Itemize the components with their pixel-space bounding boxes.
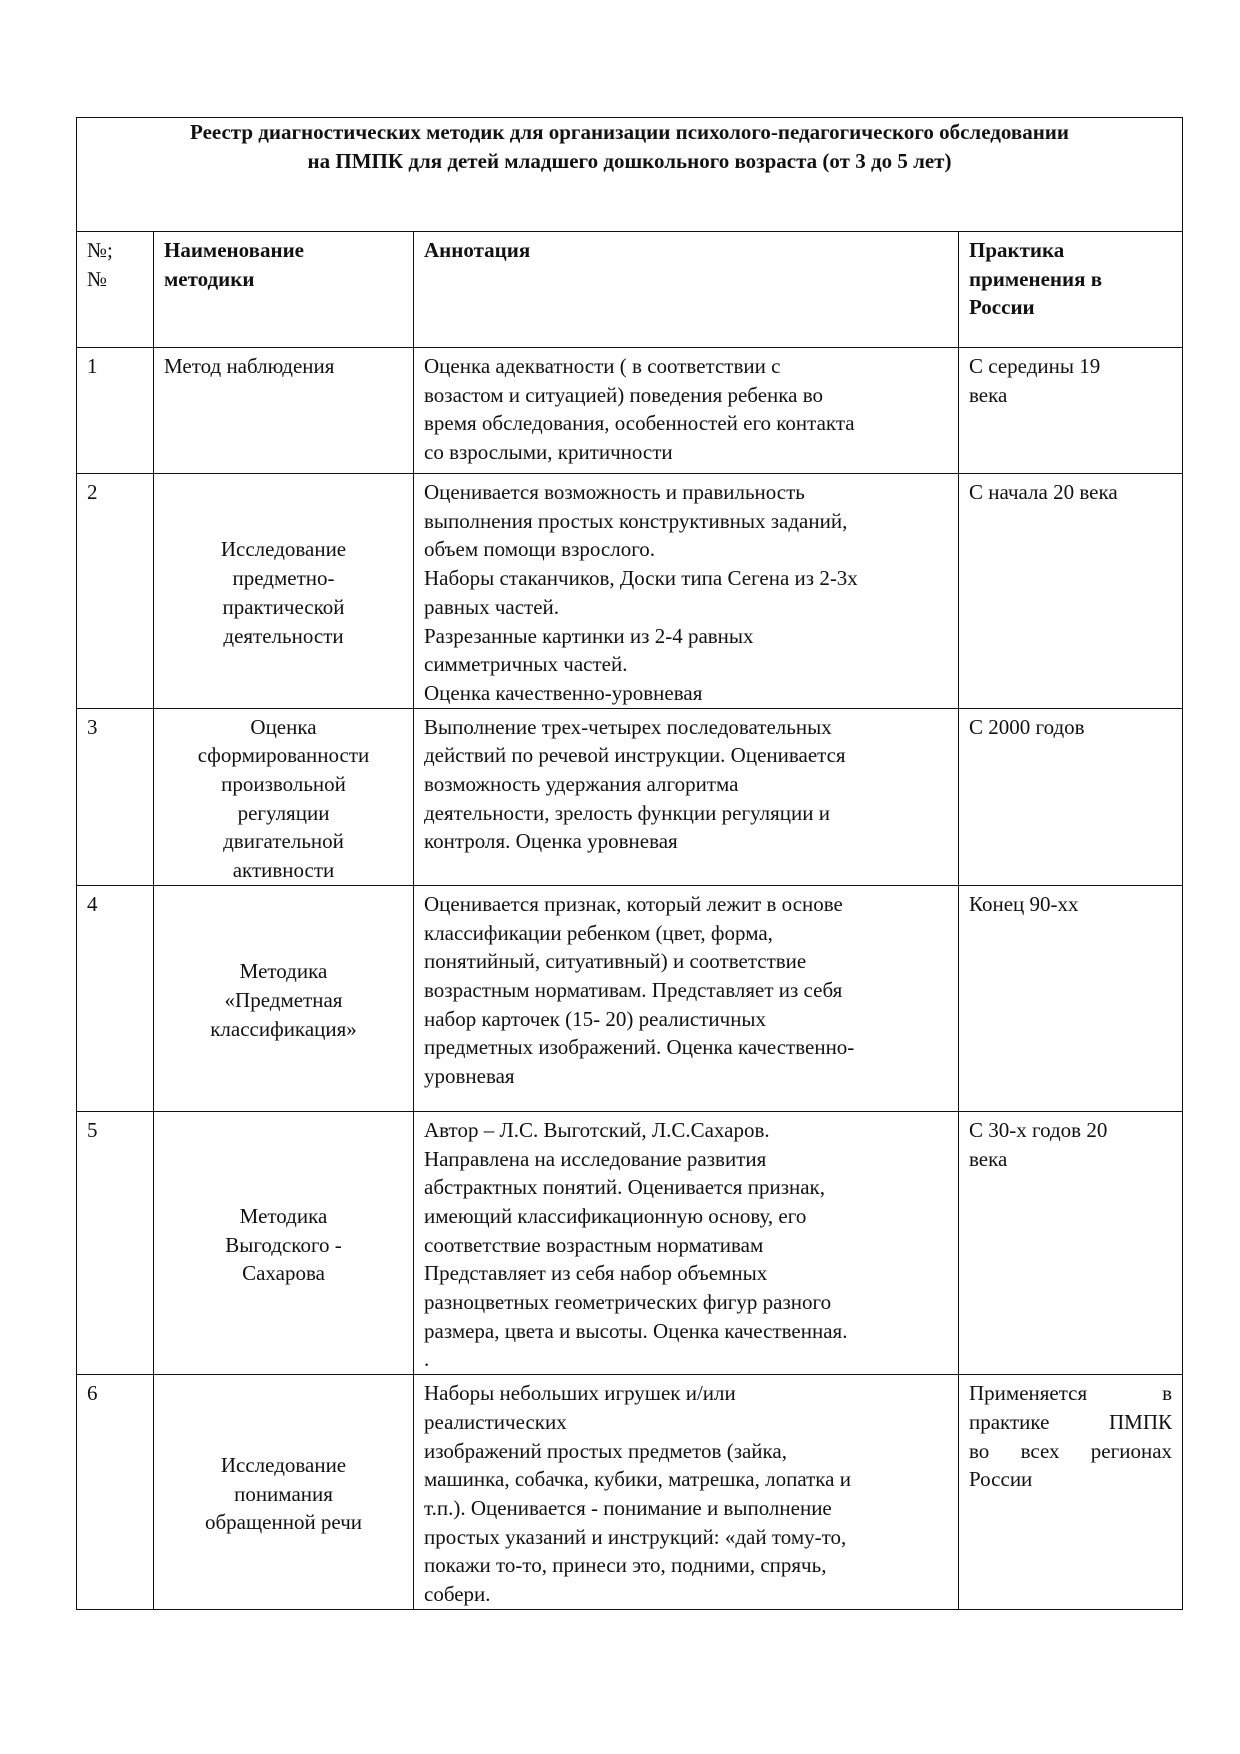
- annotation-line: изображений простых предметов (зайка,: [424, 1438, 787, 1463]
- practice-line: во всех регионах: [969, 1438, 1173, 1463]
- cell-practice: [959, 708, 1183, 885]
- annotation-line: контроля. Оценка уровневая: [424, 829, 678, 854]
- name-line: деятельности: [223, 623, 344, 648]
- methods-registry-table: [76, 117, 1183, 1610]
- annotation-line: объем помощи взрослого.: [424, 537, 656, 562]
- name-line: классификация»: [210, 1016, 357, 1041]
- header-practice: [959, 232, 1183, 348]
- cell-annotation: [414, 708, 959, 885]
- row-number: 4: [87, 891, 98, 916]
- annotation-line: Разрезанные картинки из 2-4 равных: [424, 623, 754, 648]
- header-line: №: [87, 266, 108, 291]
- name-line: Метод наблюдения: [164, 354, 335, 378]
- practice-line: С 30-х годов 20: [969, 1117, 1108, 1142]
- header-line: России: [969, 295, 1035, 320]
- header-line: №;: [87, 238, 113, 262]
- cell-name: [154, 885, 414, 1111]
- title-line: Реестр диагностических методик для организации психолого-педагогического обследовании: [190, 120, 1069, 144]
- practice-line: С начала 20 века: [969, 480, 1118, 504]
- name-line: понимания: [234, 1481, 333, 1506]
- annotation-line: Оценка адекватности ( в соответствии с: [424, 354, 781, 378]
- annotation-line: т.п.). Оценивается - понимание и выполнение: [424, 1495, 832, 1520]
- table-title: [77, 118, 1183, 232]
- annotation-line: Представляет из себя набор объемных: [424, 1261, 768, 1286]
- cell-annotation: [414, 348, 959, 474]
- header-row: [77, 232, 1183, 348]
- annotation-line: абстрактных понятий. Оценивается признак,: [424, 1175, 825, 1200]
- name-line: предметно-: [232, 566, 335, 591]
- annotation-line: Наборы небольших игрушек и/или: [424, 1381, 736, 1406]
- table-row: [77, 885, 1183, 1111]
- annotation-line: симметричных частей.: [424, 652, 628, 677]
- row-number: 2: [87, 480, 98, 504]
- header-annotation: [414, 232, 959, 348]
- cell-practice: [959, 885, 1183, 1111]
- cell-name: [154, 348, 414, 474]
- annotation-line: возможность удержания алгоритма: [424, 772, 739, 797]
- practice-line: России: [969, 1467, 1033, 1492]
- practice-line: Конец 90-хх: [969, 891, 1079, 916]
- annotation-line: Направлена на исследование развития: [424, 1146, 767, 1171]
- name-line: «Предметная: [224, 987, 343, 1012]
- cell-name: [154, 708, 414, 885]
- header-line: Наименование: [164, 238, 304, 262]
- annotation-line: набор карточек (15- 20) реалистичных: [424, 1006, 767, 1031]
- header-num: [77, 232, 154, 348]
- cell-name: [154, 1111, 414, 1374]
- cell-practice: [959, 474, 1183, 709]
- row-number: 6: [87, 1381, 98, 1406]
- name-line: Исследование: [220, 537, 347, 562]
- annotation-line: время обследования, особенностей его контакта: [424, 411, 855, 436]
- name-line: Сахарова: [242, 1261, 325, 1286]
- cell-annotation: [414, 1111, 959, 1374]
- annotation-line: выполнения простых конструктивных заданий,: [424, 508, 848, 533]
- table-row: [77, 348, 1183, 474]
- cell-num: [77, 1111, 154, 1374]
- annotation-line: действий по речевой инструкции. Оценивается: [424, 743, 846, 768]
- practice-line: практике ПМПК: [969, 1409, 1173, 1434]
- row-number: 3: [87, 714, 98, 739]
- annotation-line: разноцветных геометрических фигур разного: [424, 1290, 832, 1315]
- practice-line: С середины 19: [969, 354, 1101, 378]
- cell-num: [77, 474, 154, 709]
- annotation-line: Наборы стаканчиков, Доски типа Сегена из 2-3х: [424, 566, 858, 591]
- header-name: [154, 232, 414, 348]
- name-line: Методика: [239, 959, 328, 984]
- name-line: практической: [222, 594, 345, 619]
- name-line: Оценка: [250, 714, 317, 739]
- name-line: двигательной: [223, 829, 344, 854]
- header-line: Практика: [969, 238, 1065, 262]
- annotation-line: Оценивается возможность и правильность: [424, 480, 805, 504]
- title-line: на ПМПК для детей младшего дошкольного возраста (от 3 до 5 лет): [307, 148, 952, 173]
- cell-num: [77, 708, 154, 885]
- row-number: 1: [87, 354, 98, 378]
- practice-line: века: [969, 1146, 1008, 1171]
- annotation-line: деятельности, зрелость функции регуляции и: [424, 800, 831, 825]
- cell-name: [154, 474, 414, 709]
- cell-annotation: [414, 474, 959, 709]
- annotation-line: собери.: [424, 1582, 491, 1607]
- annotation-line: Оценка качественно-уровневая: [424, 680, 703, 705]
- name-line: активности: [232, 858, 335, 883]
- header-line: Аннотация: [424, 238, 531, 262]
- cell-practice: [959, 1111, 1183, 1374]
- annotation-line: возастом и ситуацией) поведения ребенка во: [424, 382, 823, 407]
- header-line: методики: [164, 266, 255, 291]
- annotation-line: равных частей.: [424, 594, 560, 619]
- annotation-line: имеющий классификационную основу, его: [424, 1203, 807, 1228]
- table-row: [77, 1375, 1183, 1610]
- annotation-line: Выполнение трех-четырех последовательных: [424, 714, 832, 739]
- row-number: 5: [87, 1117, 98, 1142]
- name-line: произвольной: [221, 772, 346, 797]
- table-row: [77, 1111, 1183, 1374]
- title-row: [77, 118, 1183, 232]
- name-line: Выгодского -: [225, 1232, 342, 1257]
- annotation-line: покажи то-то, принеси это, подними, спрячь,: [424, 1553, 827, 1578]
- cell-practice: [959, 348, 1183, 474]
- table-row: [77, 474, 1183, 709]
- table-row: [77, 708, 1183, 885]
- annotation-line: уровневая: [424, 1064, 515, 1089]
- cell-name: [154, 1375, 414, 1610]
- annotation-line: простых указаний и инструкций: «дай тому-то,: [424, 1524, 847, 1549]
- name-line: Исследование: [220, 1452, 347, 1477]
- annotation-line: машинка, собачка, кубики, матрешка, лопатка и: [424, 1467, 851, 1492]
- name-line: обращенной речи: [204, 1510, 363, 1535]
- cell-num: [77, 885, 154, 1111]
- cell-annotation: [414, 885, 959, 1111]
- cell-annotation: [414, 1375, 959, 1610]
- annotation-line: предметных изображений. Оценка качественно-: [424, 1035, 855, 1060]
- practice-line: Применяется в: [969, 1381, 1173, 1406]
- annotation-line: размера, цвета и высоты. Оценка качественная.: [424, 1318, 848, 1343]
- annotation-line: реалистических: [424, 1409, 567, 1434]
- cell-num: [77, 348, 154, 474]
- annotation-line: Оценивается признак, который лежит в основе: [424, 891, 843, 916]
- cell-num: [77, 1375, 154, 1610]
- name-line: сформированности: [197, 743, 370, 768]
- annotation-line: возрастным нормативам. Представляет из себя: [424, 977, 843, 1002]
- header-line: применения в: [969, 266, 1103, 291]
- annotation-line: со взрослыми, критичности: [424, 440, 673, 465]
- name-line: Методика: [239, 1203, 328, 1228]
- annotation-line: понятийный, ситуативный) и соответствие: [424, 949, 807, 974]
- practice-line: века: [969, 382, 1008, 407]
- annotation-line: Автор – Л.С. Выготский, Л.С.Сахаров.: [424, 1117, 770, 1142]
- annotation-line: соответствие возрастным нормативам: [424, 1232, 764, 1257]
- annotation-line: .: [424, 1347, 430, 1372]
- practice-line: С 2000 годов: [969, 714, 1085, 739]
- name-line: регуляции: [237, 800, 330, 825]
- cell-practice: [959, 1375, 1183, 1610]
- annotation-line: классификации ребенком (цвет, форма,: [424, 920, 773, 945]
